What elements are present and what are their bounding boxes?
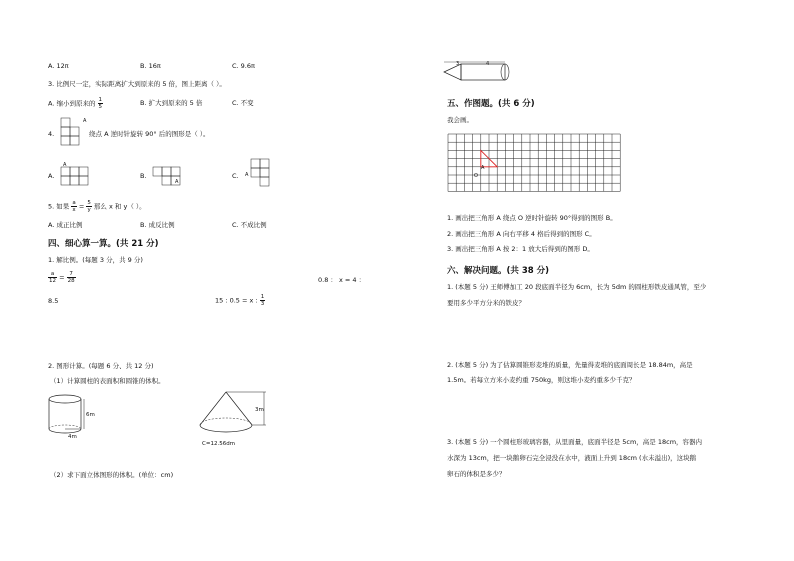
section6-q2-line2: 1.5m。若每立方米小麦约重 750kg，则这堆小麦约重多少千克？	[447, 376, 636, 384]
q3-option-b: B. 扩大到原来的 5 倍	[140, 99, 203, 107]
section4-part2: 2. 图形计算。(每题 6 分、共 12 分)	[48, 362, 154, 370]
section5-item1: 1. 画出把三角形 A 绕点 O 逆时针旋转 90°得到的图形 B。	[447, 214, 617, 222]
q2-option-a: A. 12π	[48, 62, 69, 70]
pencil-shape-figure-icon	[443, 61, 515, 83]
figure-length-2: 4	[486, 61, 490, 67]
q4-option-a-label: A	[63, 162, 67, 168]
triangle-a-label: A	[481, 165, 485, 171]
q2-option-b: B. 16π	[140, 62, 161, 70]
cylinder-height-label: 6m	[86, 412, 95, 418]
q4-option-a-shape-icon	[60, 166, 100, 188]
section6-q3-line1: 3. (本题 5 分) 一个圆柱形玻璃容器，从里面量，底面半径是 5cm，高是 18cm，容器内	[447, 438, 703, 446]
q4-option-b-label: A	[175, 179, 179, 185]
q4-option-b: B.	[140, 172, 147, 180]
section4-title: 四、细心算一算。(共 21 分)	[48, 239, 159, 249]
q2-option-c: C. 9.6π	[232, 62, 255, 70]
cone-figure-icon	[198, 391, 278, 441]
q5-option-b: B. 成反比例	[140, 221, 175, 229]
figure-length-1: 3	[456, 61, 460, 67]
q3-option-c: C. 不变	[232, 99, 254, 107]
q4-text: 绕点 A 逆时针旋转 90° 后的图形是（ ）。	[89, 130, 210, 138]
q4-option-a: A.	[48, 172, 55, 180]
section6-q3-line2: 水深为 13cm，把一块鹅卵石完全浸没在水中，液面上升到 18cm (水未溢出)，这块鹅	[447, 454, 697, 462]
section6-title: 六、解决问题。(共 38 分)	[447, 266, 550, 276]
drawing-grid	[447, 133, 623, 199]
q5-text: 5. 如果 $\frac{a}{x}$ = $\frac{5}{y}$ 那么 x 和 y（ ）。	[48, 200, 146, 213]
cone-height-label: 3m	[255, 407, 264, 413]
q4-option-b-shape-icon	[152, 166, 192, 188]
section5-item2: 2. 画出把三角形 A 向右平移 4 格后得到的图形 C。	[447, 230, 596, 238]
q3-text: 3. 比例尺一定，实际距离扩大到原来的 5 倍，图上距离（ ）。	[48, 80, 226, 88]
equation-3: 8.5	[48, 297, 59, 305]
section4-part2-2: （2）求下面立体图形的体积。(单位：cm)	[50, 471, 174, 479]
q4-number: 4.	[48, 130, 55, 138]
cylinder-radius-label: 4m	[68, 434, 77, 440]
section4-part2-1: （1）计算圆柱的表面积和圆锥的体积。	[50, 377, 165, 385]
point-o-label: O	[474, 173, 478, 179]
q4-option-c-shape-icon	[250, 158, 280, 188]
q5-option-a: A. 成正比例	[48, 221, 83, 229]
equation-2: 0.8 ： x = 4 ：	[318, 276, 366, 284]
section6-q1-line2: 要用多少平方分米的铁皮？	[447, 299, 525, 307]
q3-option-a: A. 缩小到原来的 $\frac{1}{5}$	[48, 97, 103, 110]
q4-point-label: A	[83, 118, 87, 124]
section5-intro: 我会画。	[447, 116, 473, 124]
q4-option-c: C.	[232, 172, 239, 180]
section6-q2-line1: 2. (本题 5 分) 为了估算圆锥形麦堆的质量，先量得麦堆的底面周长是 18.84m，高是	[447, 361, 693, 369]
q4-option-c-label: A	[245, 172, 249, 178]
section6-q1-line1: 1. (本题 5 分) 王师傅加工 20 段底面半径为 6cm，长为 5dm 的圆柱形铁皮通风管，至少	[447, 283, 707, 291]
section5-title: 五、作图题。(共 6 分)	[447, 99, 535, 109]
q5-option-c: C. 不成比例	[232, 221, 267, 229]
cone-circumference-label: C=12.56dm	[202, 441, 236, 447]
equation-1: $\frac{a}{12}$ = $\frac{7}{28}$	[49, 271, 75, 284]
section5-item3: 3. 画出把三角形 A 按 2：1 放大后得到的图形 D。	[447, 245, 594, 253]
cylinder-figure-icon	[48, 393, 108, 441]
equation-4: 15 : 0.5 = x : $\frac{1}{3}$	[215, 294, 265, 307]
section6-q3-line3: 卵石的体积是多少？	[447, 470, 506, 478]
section4-part1: 1. 解比例。(每题 3 分，共 9 分)	[48, 256, 143, 264]
